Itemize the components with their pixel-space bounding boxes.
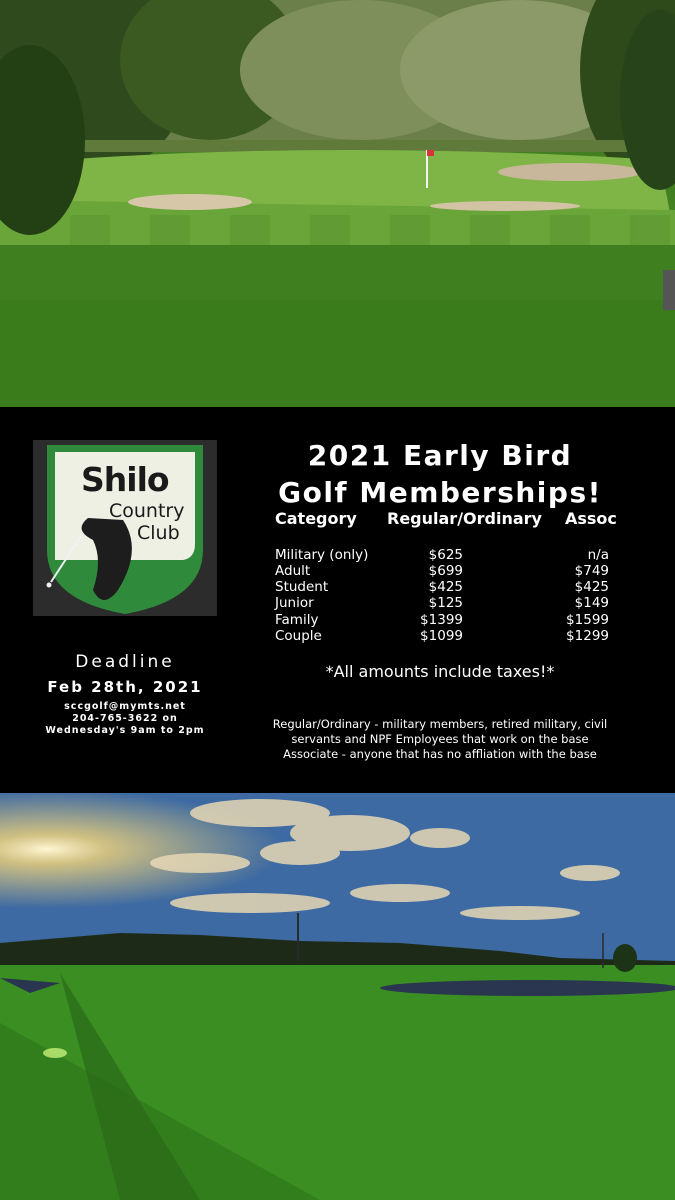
- row-regular-price: $625: [428, 547, 463, 563]
- row-regular-price: $699: [428, 563, 463, 579]
- footnote-line-3: Associate - anyone that has no affliation with the base: [283, 747, 597, 761]
- logo-country: Country: [109, 500, 185, 522]
- header-regular: Regular/Ordinary: [387, 509, 542, 528]
- bottom-sunset-course-photo: [0, 793, 675, 1200]
- logo-club: Club: [137, 522, 180, 544]
- contact-email[interactable]: sccgolf@mymts.net: [64, 701, 186, 712]
- row-regular-price: $425: [428, 579, 463, 595]
- row-regular-price: $1099: [420, 628, 463, 644]
- logo-name: Shilo: [81, 460, 169, 499]
- table-row: [0, 595, 675, 612]
- row-category: Family: [275, 612, 319, 628]
- row-assoc-price: $149: [574, 595, 609, 611]
- footnote-line-1: Regular/Ordinary - military members, retired military, civil: [272, 717, 608, 731]
- golf-green-scene: [0, 0, 675, 407]
- headline: [265, 437, 615, 511]
- header-assoc: Assoc: [565, 509, 617, 528]
- row-category: Student: [275, 579, 329, 595]
- top-golf-course-photo: [0, 0, 675, 407]
- row-regular-price: $1399: [420, 612, 463, 628]
- membership-info-panel: [0, 407, 675, 793]
- contact-phone: 204-765-3622 on: [72, 713, 178, 724]
- sunset-fairway-scene: [0, 793, 675, 1200]
- row-category: Couple: [275, 628, 322, 644]
- footnote-line-2: servants and NPF Employees that work on the base: [291, 732, 589, 746]
- headline-line-1: 2021 Early Bird: [307, 439, 573, 472]
- membership-footnote: [262, 717, 618, 762]
- row-regular-price: $125: [428, 595, 463, 611]
- headline-line-2: Golf Memberships!: [278, 476, 602, 509]
- deadline-date: Feb 28th, 2021: [47, 678, 203, 696]
- table-row: [0, 612, 675, 629]
- table-row: [0, 628, 675, 645]
- table-row: [0, 579, 675, 596]
- row-assoc-price: $749: [574, 563, 609, 579]
- taxes-note: *All amounts include taxes!*: [325, 662, 555, 681]
- row-assoc-price: $425: [574, 579, 609, 595]
- deadline-label: Deadline: [75, 652, 175, 672]
- table-row: [0, 547, 675, 564]
- header-category: Category: [275, 509, 357, 528]
- table-row: [0, 563, 675, 580]
- row-category: Military (only): [275, 547, 369, 563]
- row-assoc-price: $1599: [566, 612, 609, 628]
- row-assoc-price: $1299: [566, 628, 609, 644]
- row-category: Junior: [275, 595, 314, 611]
- row-assoc-price: n/a: [587, 547, 609, 563]
- contact-hours: Wednesday's 9am to 2pm: [45, 725, 205, 736]
- row-category: Adult: [275, 563, 311, 579]
